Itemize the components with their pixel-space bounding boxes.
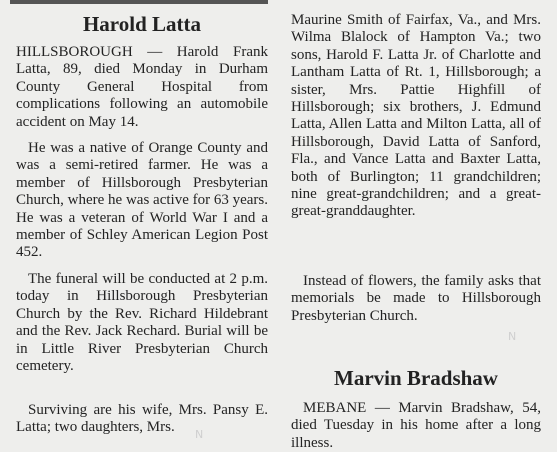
headline-harold-latta: Harold Latta: [82, 12, 202, 36]
paragraph-2: He was a native of Orange County and was a semi-retired farmer. He was a member of Hillsborough Presbyterian Church, where he was active for 63 years. He was a veteran of World War I and a member of Schley American Legion Post 452.: [16, 140, 268, 261]
paragraph-1: HILLSBOROUGH — Harold Frank Latta, 89, died Monday in Durham County General Hospital from complications following an automobile accident on May 14.: [16, 44, 268, 130]
paragraph-4: Surviving are his wife, Mrs. Pansy E. Latta; two daughters, Mrs.: [16, 402, 268, 436]
watermark-glyph-2: N: [195, 428, 204, 441]
watermark-glyph: N: [508, 330, 517, 343]
paragraph-survivors-cont: Maurine Smith of Fairfax, Va., and Mrs. Wilma Blalock of Hampton Va.; two sons, Harold F. Latta Jr. of Charlotte and Lantham Latta of Rt. 1, Hillsborough; a sister, Mrs. Pattie Highfill of Hillsborough; six brothers, J. Edmund Latta, Allen Latta and Milton Latta, all of Hillsborough, David Latta of Sanford, Fla., and Vance Latta and Baxter Latta, both of Burlington; 11 grandchildren; nine great-grandchildren; and a great-great-granddaughter.: [291, 12, 541, 220]
top-rule: [10, 0, 268, 4]
paragraph-memorials: Instead of flowers, the family asks that memorials be made to Hillsborough Presbyterian Church.: [291, 273, 541, 324]
paragraph-3: The funeral will be conducted at 2 p.m. today in Hillsborough Presbyterian Church by the Rev. Richard Hildebrant and the Rev. Jack Rechard. Burial will be in Little River Presbyterian Church cemetery.: [16, 271, 268, 375]
paragraph-mebane: MEBANE — Marvin Bradshaw, 54, died Tuesday in his home after a long illness.: [291, 400, 541, 451]
headline-marvin-bradshaw: Marvin Bradshaw: [334, 366, 498, 390]
